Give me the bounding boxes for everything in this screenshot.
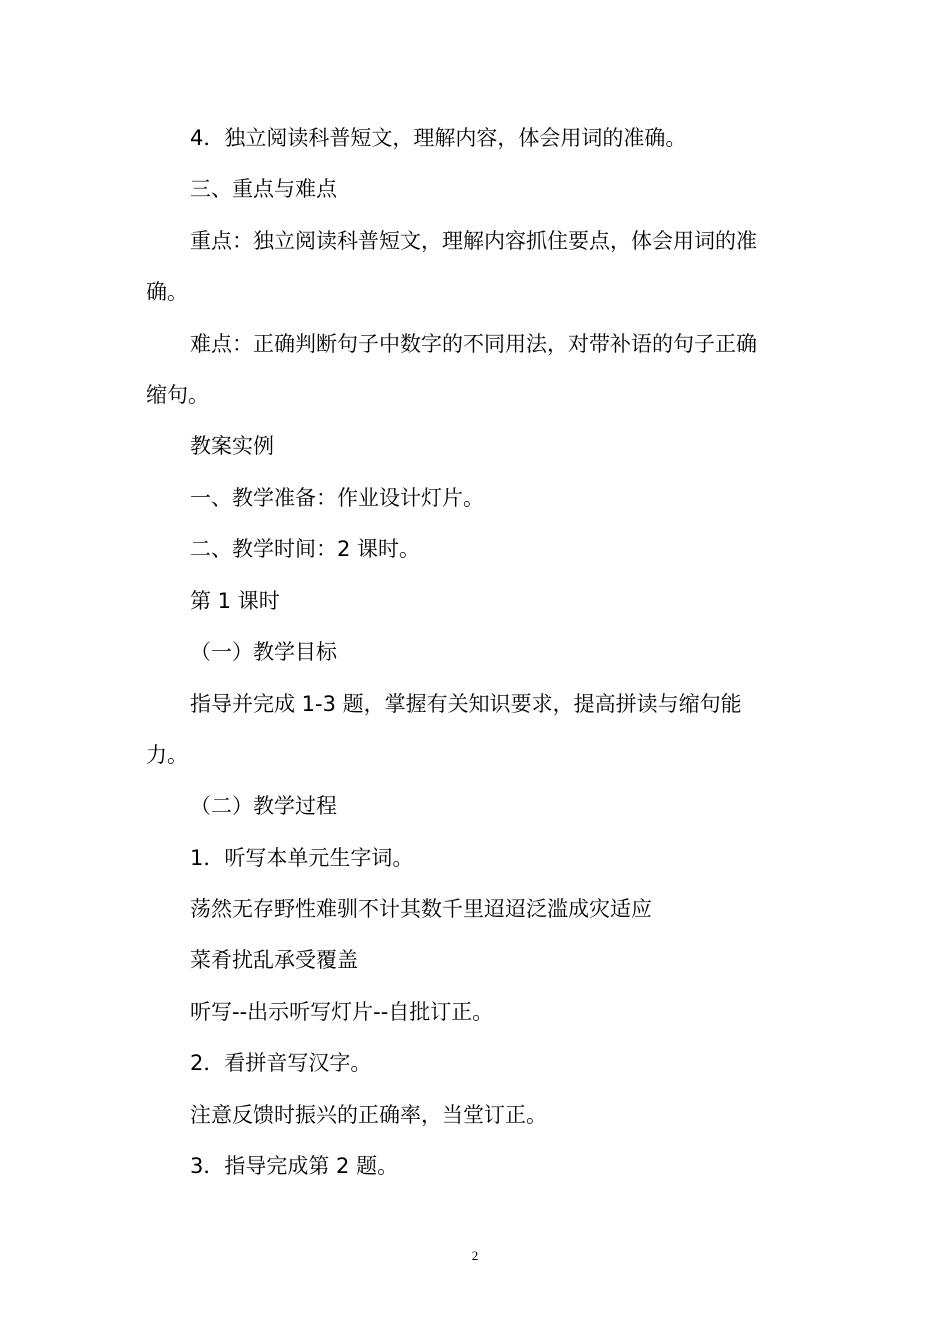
key-point-text-continued: 确。 bbox=[146, 280, 188, 304]
page-number: 2 bbox=[471, 1248, 479, 1263]
section-heading-key-points: 三、重点与难点 bbox=[190, 177, 337, 201]
objective-text: 指导并完成 1-3 题，掌握有关知识要求，提高拼读与缩句能 bbox=[190, 692, 742, 716]
step-pinyin: 2．看拼音写汉字。 bbox=[190, 1051, 372, 1075]
lesson-heading: 第 1 课时 bbox=[190, 589, 280, 613]
teaching-preparation: 一、教学准备：作业设计灯片。 bbox=[190, 486, 484, 510]
vocabulary-list-2: 菜肴扰乱承受覆盖 bbox=[190, 948, 358, 972]
difficulty-text-continued: 缩句。 bbox=[146, 383, 209, 407]
difficulty-text: 难点：正确判断句子中数字的不同用法，对带补语的句子正确 bbox=[190, 332, 757, 356]
objective-text-continued: 力。 bbox=[146, 743, 188, 767]
step-question-2: 3．指导完成第 2 题。 bbox=[190, 1154, 399, 1178]
step-dictation: 1．听写本单元生字词。 bbox=[190, 846, 414, 870]
vocabulary-list-1: 荡然无存野性难驯不计其数千里迢迢泛滥成灾适应 bbox=[190, 897, 652, 921]
section-heading-example: 教案实例 bbox=[190, 434, 274, 458]
subheading-process: （二）教学过程 bbox=[190, 794, 337, 818]
dictation-procedure: 听写--出示听写灯片--自批订正。 bbox=[190, 1000, 494, 1024]
subheading-objectives: （一）教学目标 bbox=[190, 640, 337, 664]
key-point-text: 重点：独立阅读科普短文，理解内容抓住要点，体会用词的准 bbox=[190, 229, 757, 253]
pinyin-note: 注意反馈时振兴的正确率，当堂订正。 bbox=[190, 1103, 547, 1127]
list-item-reading-goal: 4．独立阅读科普短文，理解内容，体会用词的准确。 bbox=[190, 126, 687, 150]
teaching-time: 二、教学时间：2 课时。 bbox=[190, 537, 421, 561]
